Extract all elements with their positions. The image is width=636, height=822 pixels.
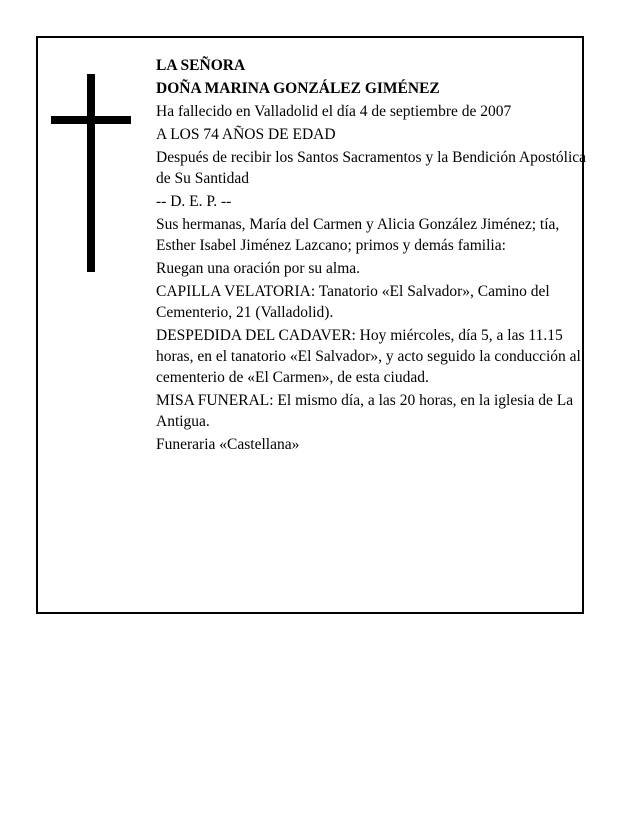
mass-line: MISA FUNERAL: El mismo día, a las 20 horas, en la iglesia de La Antigua.	[156, 392, 574, 430]
cross-icon	[87, 74, 95, 272]
family-line: Sus hermanas, María del Carmen y Alicia González Jiménez; tía, Esther Isabel Jiménez Lazcano; primos y demás familia:	[156, 216, 560, 254]
deceased-name: DOÑA MARINA GONZÁLEZ GIMÉNEZ	[156, 80, 440, 97]
prayer-line: Ruegan una oración por su alma.	[156, 260, 361, 277]
funeral-home-line: Funeraria «Castellana»	[156, 436, 300, 453]
honorific-title: LA SEÑORA	[156, 57, 246, 74]
cross-icon-crossbar	[51, 116, 131, 124]
chapel-line: CAPILLA VELATORIA: Tanatorio «El Salvador», Camino del Cementerio, 21 (Valladolid).	[156, 283, 550, 321]
farewell-line: DESPEDIDA DEL CADAVER: Hoy miércoles, día 5, a las 11.15 horas, en el tanatorio «El Salvador», y acto seguido la conducción al cementerio de «El Carmen», de esta ciudad.	[156, 327, 581, 386]
sacraments-line: Después de recibir los Santos Sacramentos y la Bendición Apostólica de Su Santidad	[156, 149, 587, 187]
age-line: A LOS 74 AÑOS DE EDAD	[156, 126, 336, 143]
death-date-line: Ha fallecido en Valladolid el día 4 de septiembre de 2007	[156, 103, 512, 120]
rip-line: -- D. E. P. --	[156, 193, 232, 210]
obituary-text	[156, 55, 590, 457]
